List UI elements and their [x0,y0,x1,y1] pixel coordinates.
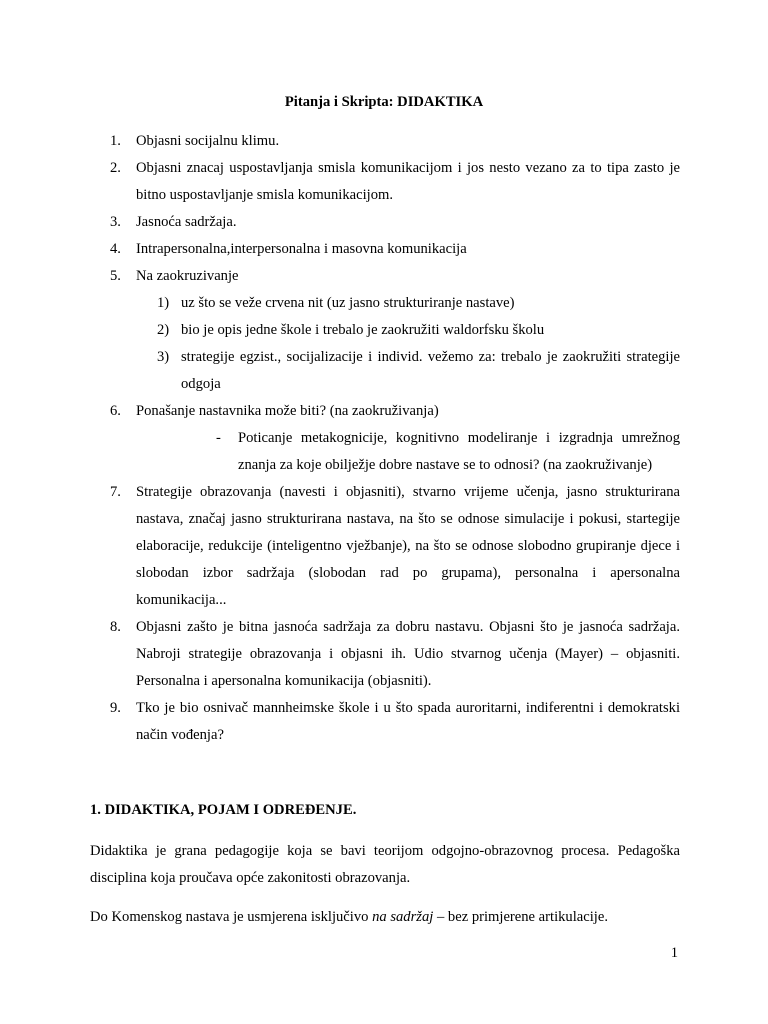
paragraph-emphasis: na sadržaj [372,909,434,925]
paragraph-definition: Didaktika je grana pedagogije koja se bavi teorijom odgojno-obrazovnog procesa. Pedagoška disciplina koja proučava opće zakonitosti obrazovanja. [90,843,680,886]
question-text: Strategije obrazovanja (navesti i objasniti), stvarno vrijeme učenja, jasno strukturirana nastava, značaj jasno strukturirana nastava, na što se odnose simulacije i pokusi, startegije elaboracije, redukcije (inteligentno vježbanje), na što se odnose slobodno grupiranje djece i slobodan izbor sadržaja (slobodan rad po grupama), personalna i apersonalna komunikacija... [136,484,680,608]
question-number: 8. [110,619,121,635]
sub-question-number: 3) [157,349,170,365]
question-item [90,236,680,263]
question-text: Tko je bio osnivač mannheimske škole i u što spada auroritarni, indiferentni i demokratski način vođenja? [136,700,680,743]
question-number: 3. [110,214,121,230]
page-number: 1 [670,945,678,961]
sub-question-item [136,317,680,344]
question-number: 2. [110,160,121,176]
question-text: Objasni socijalnu klimu. [136,133,280,149]
document-title: Pitanja i Skripta: DIDAKTIKA [284,94,484,110]
section-heading: 1. DIDAKTIKA, POJAM I ODREĐENJE. [90,802,357,818]
question-item [90,695,680,749]
paragraph-komensky [90,904,680,931]
question-item [90,128,680,155]
question-text: Ponašanje nastavnika može biti? (na zaokruživanja) [136,403,439,419]
question-item [90,479,680,614]
sub-question-number: 2) [157,322,170,338]
dash-list-item [136,425,680,479]
question-number: 5. [110,268,121,284]
sub-question-number: 1) [157,295,170,311]
sub-question-text: bio je opis jedne škole i trebalo je zaokružiti waldorfsku školu [181,322,545,338]
question-item [90,209,680,236]
question-item [90,155,680,209]
question-text: Objasni znacaj uspostavljanja smisla komunikacijom i jos nesto vezano za to tipa zasto je bitno uspostavljanje smisla komunikacijom. [136,160,680,203]
sub-question-text: uz što se veže crvena nit (uz jasno strukturiranje nastave) [181,295,515,311]
dash-marker: - [216,430,221,446]
question-item [90,614,680,695]
question-item [90,398,680,479]
question-text: Intrapersonalna,interpersonalna i masovna komunikacija [136,241,467,257]
question-number: 1. [110,133,121,149]
paragraph-text-before: Do Komenskog nastava je usmjerena isključivo [90,909,373,925]
sub-question-item [136,290,680,317]
question-number: 4. [110,241,121,257]
question-number: 6. [110,403,121,419]
question-number: 9. [110,700,121,716]
question-number: 7. [110,484,121,500]
question-list [90,128,680,749]
question-text: Objasni zašto je bitna jasnoća sadržaja za dobru nastavu. Objasni što je jasnoća sadržaja. Nabroji strategije obrazovanja i objasni ih. Udio stvarnog učenja (Mayer) – objasniti. Personalna i apersonalna komunikacija (objasniti). [136,619,680,689]
paragraph-text-after: – bez primjerene artikulacije. [433,909,608,925]
sub-question-text: strategije egzist., socijalizacije i individ. vežemo za: trebalo je zaokružiti strategije odgoja [181,349,680,392]
question-text: Jasnoća sadržaja. [136,214,237,230]
sub-question-list [136,290,680,398]
sub-question-item [136,344,680,398]
question-item [90,263,680,398]
question-text: Na zaokruzivanje [136,268,239,284]
dash-item-text: Poticanje metakognicije, kognitivno modeliranje i izgradnja umrežnog znanja za koje obilježje dobre nastave se to odnosi? (na zaokruživanje) [238,430,680,473]
